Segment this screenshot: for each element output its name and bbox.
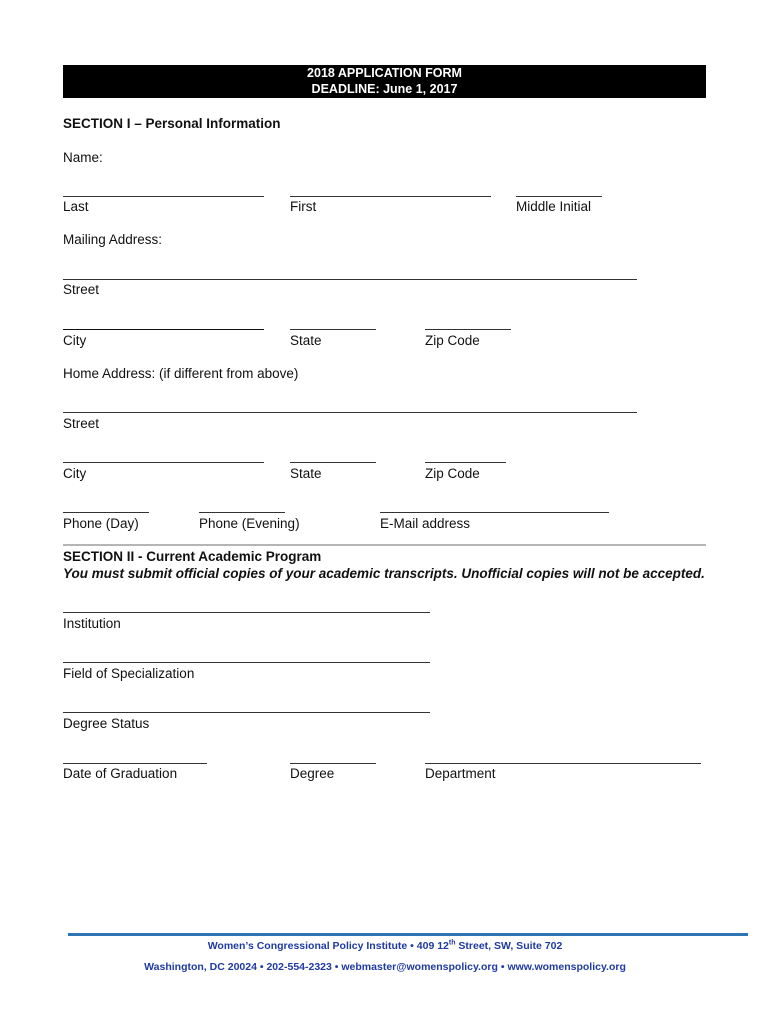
section-divider — [63, 544, 706, 546]
graduation-date-field[interactable] — [63, 763, 207, 764]
last-name-label: Last — [63, 199, 89, 214]
email-field[interactable] — [380, 512, 609, 513]
mailing-street-label: Street — [63, 282, 100, 297]
footer-address-rest: Street, SW, Suite 702 — [458, 940, 563, 952]
footer-email-link[interactable]: webmaster@womenspolicy.org — [341, 961, 498, 973]
footer-line-2 — [0, 961, 770, 973]
mailing-zip-field[interactable] — [425, 329, 511, 330]
home-zip-label: Zip Code — [425, 466, 480, 481]
section2-heading: SECTION II - Current Academic Program — [63, 549, 322, 564]
footer-separator: • — [334, 961, 339, 973]
home-state-label: State — [290, 466, 322, 481]
degree-status-field[interactable] — [63, 712, 430, 713]
first-name-label: First — [290, 199, 317, 214]
footer-org: Women’s Congressional Policy Institute — [207, 940, 408, 952]
degree-status-label: Degree Status — [63, 716, 150, 731]
mailing-address-label: Mailing Address: — [63, 232, 163, 247]
home-zip-field[interactable] — [425, 462, 506, 463]
institution-field[interactable] — [63, 612, 430, 613]
phone-day-label: Phone (Day) — [63, 516, 139, 531]
degree-field[interactable] — [290, 763, 376, 764]
footer-phone: 202-554-2323 — [266, 961, 332, 973]
footer-city: Washington, DC 20024 — [144, 961, 257, 973]
transcript-note: You must submit official copies of your academic transcripts. Unofficial copies will not be accepted. — [63, 566, 705, 581]
footer-separator: • — [500, 961, 505, 973]
home-street-label: Street — [63, 416, 100, 431]
graduation-date-label: Date of Graduation — [63, 766, 178, 781]
last-name-field[interactable] — [63, 196, 264, 197]
department-field[interactable] — [425, 763, 701, 764]
section1-heading: SECTION I – Personal Information — [63, 116, 281, 131]
footer-address-number: 409 12 — [416, 940, 449, 952]
phone-day-field[interactable] — [63, 512, 149, 513]
mailing-street-field[interactable] — [63, 279, 637, 280]
home-city-field[interactable] — [63, 462, 264, 463]
footer-line-1 — [0, 940, 770, 952]
mailing-city-label: City — [63, 333, 87, 348]
first-name-field[interactable] — [290, 196, 491, 197]
email-label: E-Mail address — [380, 516, 471, 531]
footer-separator: • — [259, 961, 264, 973]
field-of-specialization-field[interactable] — [63, 662, 430, 663]
home-city-label: City — [63, 466, 87, 481]
mailing-zip-label: Zip Code — [425, 333, 480, 348]
footer-separator: • — [410, 940, 414, 952]
mailing-state-field[interactable] — [290, 329, 376, 330]
mailing-state-label: State — [290, 333, 322, 348]
form-header-banner — [63, 65, 706, 98]
home-state-field[interactable] — [290, 462, 376, 463]
field-of-specialization-label: Field of Specialization — [63, 666, 195, 681]
form-title: 2018 APPLICATION FORM — [307, 66, 462, 80]
home-street-field[interactable] — [63, 412, 637, 413]
home-address-label: Home Address: (if different from above) — [63, 366, 299, 381]
mailing-city-field[interactable] — [63, 329, 264, 330]
form-deadline: DEADLINE: June 1, 2017 — [311, 81, 458, 96]
institution-label: Institution — [63, 616, 121, 631]
phone-evening-field[interactable] — [199, 512, 285, 513]
phone-evening-label: Phone (Evening) — [199, 516, 300, 531]
middle-initial-label: Middle Initial — [516, 199, 592, 214]
degree-label: Degree — [290, 766, 335, 781]
department-label: Department — [425, 766, 496, 781]
middle-initial-field[interactable] — [516, 196, 602, 197]
footer-rule — [68, 933, 748, 936]
footer-address-suffix: th — [448, 939, 456, 947]
name-label: Name: — [63, 150, 103, 165]
footer-website-link[interactable]: www.womenspolicy.org — [507, 961, 626, 973]
